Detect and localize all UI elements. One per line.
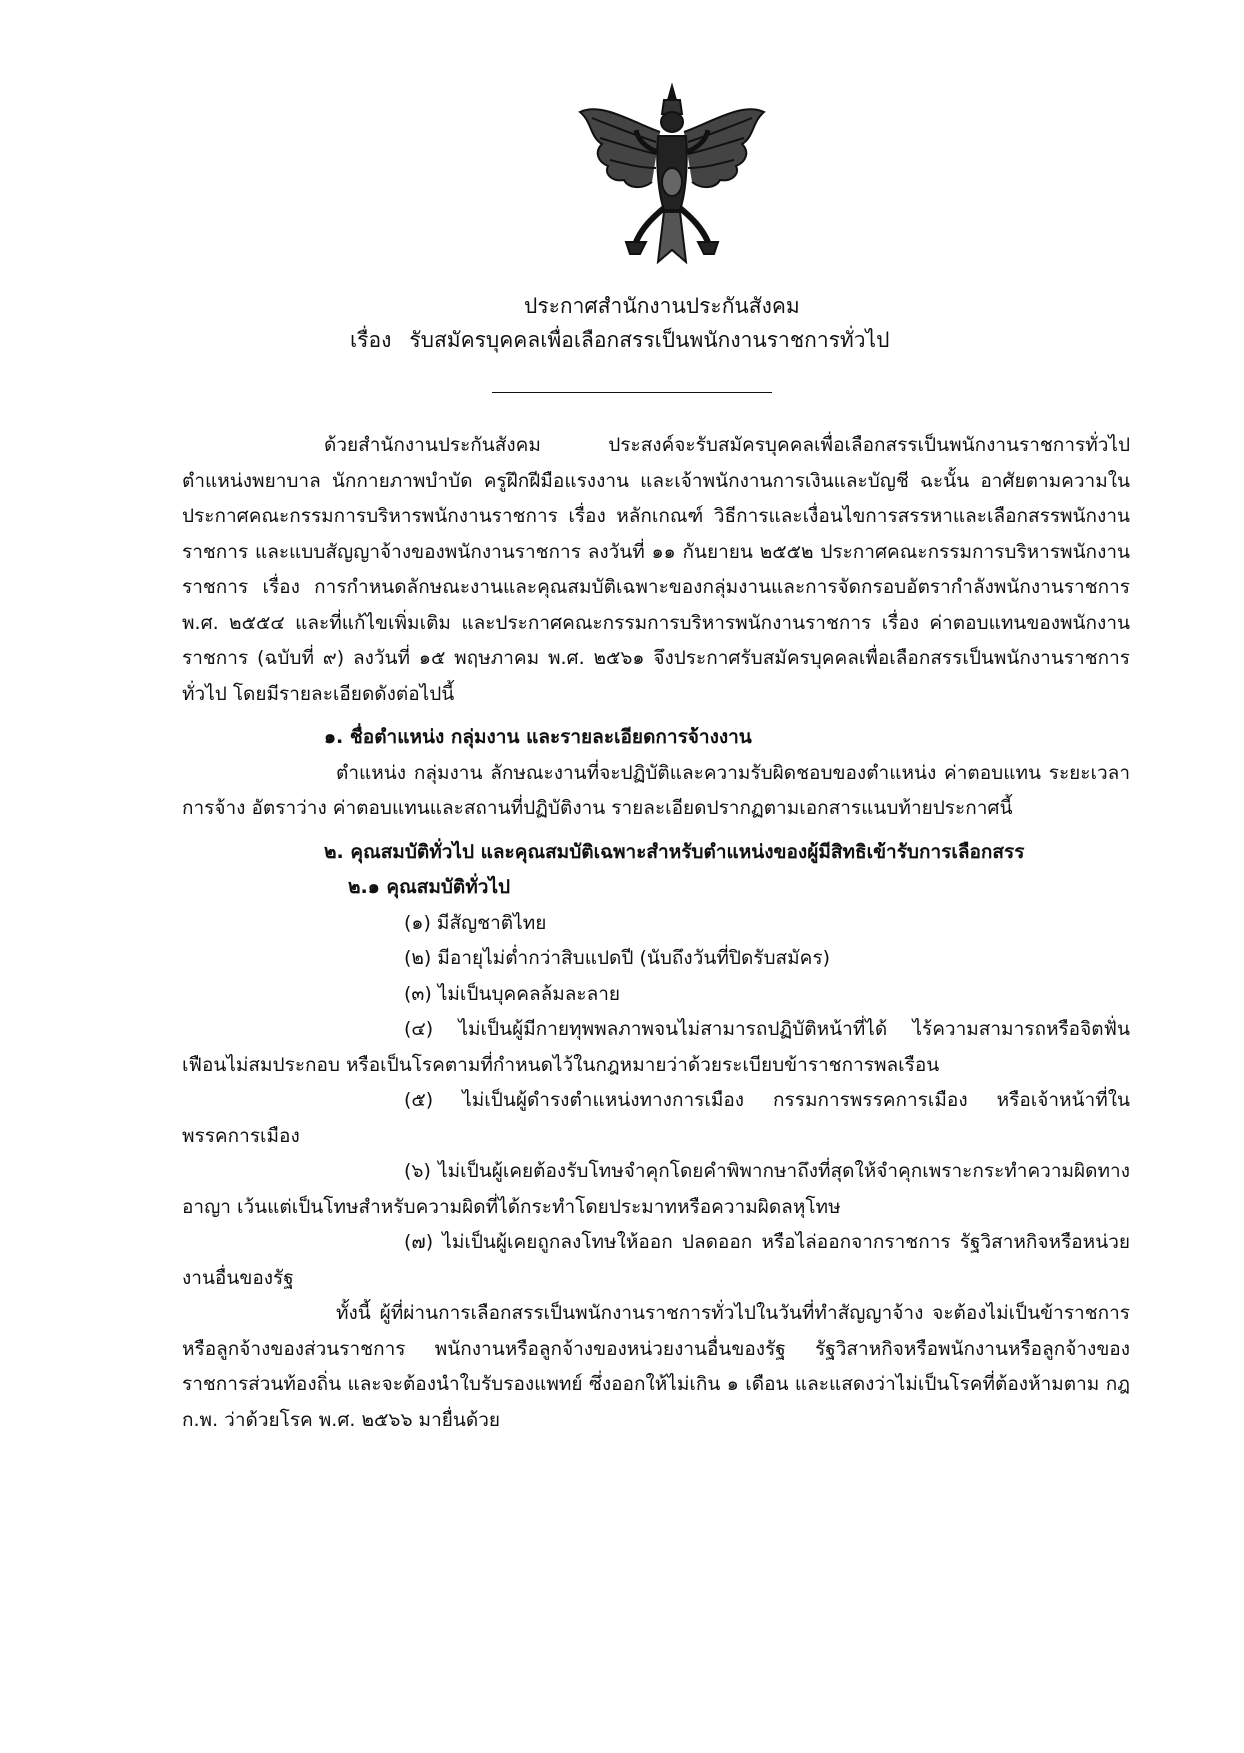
subject-text: รับสมัครบุคคลเพื่อเลือกสรรเป็นพนักงานราชการทั่วไป bbox=[409, 328, 890, 352]
qualification-item: (๔) ไม่เป็นผู้มีกายทุพพลภาพจนไม่สามารถปฏิบัติหน้าที่ได้ ไร้ความสามารถหรือจิตฟั่นเฟือนไม่สมประกอบ หรือเป็นโรคตามที่กำหนดไว้ในกฎหมายว่าด้วยระเบียบข้าราชการพลเรือน bbox=[182, 1018, 1130, 1076]
section-1-heading: ๑. ชื่อตำแหน่ง กลุ่มงาน และรายละเอียดการจ้างงาน bbox=[324, 726, 752, 748]
qualification-item: (๒) มีอายุไม่ต่ำกว่าสิบแปดปี (นับถึงวันที่ปิดรับสมัคร) bbox=[404, 947, 830, 969]
title-divider bbox=[492, 392, 772, 393]
announcement-title: ประกาศสำนักงานประกันสังคม bbox=[524, 294, 800, 318]
intro-paragraph: ด้วยสำนักงานประกันสังคม ประสงค์จะรับสมัครบุคคลเพื่อเลือกสรรเป็นพนักงานราชการทั่วไป ตำแหน่งพยาบาล นักกายภาพบำบัด ครูฝึกฝีมือแรงงาน และเจ้าพนักงานการเงินและบัญชี ฉะนั้น อาศัยตามความในประกาศคณะกรรมการบริหารพนักงานราชการ เรื่อง หลักเกณฑ์ วิธีการและเงื่อนไขการสรรหาและเลือกสรรพนักงานราชการ และแบบสัญญาจ้างของพนักงานราชการ ลงวันที่ ๑๑ กันยายน ๒๕๕๒ ประกาศคณะกรรมการบริหารพนักงานราชการ เรื่อง การกำหนดลักษณะงานและคุณสมบัติเฉพาะของกลุ่มงานและการจัดกรอบอัตรากำลังพนักงานราชการ พ.ศ. ๒๕๕๔ และที่แก้ไขเพิ่มเติม และประกาศคณะกรรมการบริหารพนักงานราชการ เรื่อง ค่าตอบแทนของพนักงานราชการ (ฉบับที่ ๙) ลงวันที่ ๑๕ พฤษภาคม พ.ศ. ๒๕๖๑ จึงประกาศรับสมัครบุคคลเพื่อเลือกสรรเป็นพนักงานราชการทั่วไป โดยมีรายละเอียดดังต่อไปนี้ bbox=[182, 434, 1130, 705]
qualification-item: (๓) ไม่เป็นบุคคลล้มละลาย bbox=[404, 982, 621, 1005]
document-body bbox=[182, 428, 1130, 1438]
section-2-1-heading: ๒.๑ คุณสมบัติทั่วไป bbox=[348, 876, 511, 898]
subject-label: เรื่อง bbox=[350, 328, 392, 352]
qualification-note: ทั้งนี้ ผู้ที่ผ่านการเลือกสรรเป็นพนักงานราชการทั่วไปในวันที่ทำสัญญาจ้าง จะต้องไม่เป็นข้าราชการหรือลูกจ้างของส่วนราชการ พนักงานหรือลูกจ้างของหน่วยงานอื่นของรัฐ รัฐวิสาหกิจหรือพนักงานหรือลูกจ้างของราชการส่วนท้องถิ่น และจะต้องนำใบรับรองแพทย์ ซึ่งออกให้ไม่เกิน ๑ เดือน และแสดงว่าไม่เป็นโรคที่ต้องห้ามตาม กฎ ก.พ. ว่าด้วยโรค พ.ศ. ๒๕๖๖ มายื่นด้วย bbox=[182, 1302, 1130, 1431]
section-2-heading: ๒. คุณสมบัติทั่วไป และคุณสมบัติเฉพาะสำหรับตำแหน่งของผู้มีสิทธิเข้ารับการเลือกสรร bbox=[324, 840, 1025, 863]
qualification-item: (๖) ไม่เป็นผู้เคยต้องรับโทษจำคุกโดยคำพิพากษาถึงที่สุดให้จำคุกเพราะกระทำความผิดทางอาญา เว้นแต่เป็นโทษสำหรับความผิดที่ได้กระทำโดยประมาทหรือความผิดลหุโทษ bbox=[182, 1160, 1130, 1218]
announcement-subject-line bbox=[350, 326, 889, 354]
qualification-item: (๑) มีสัญชาติไทย bbox=[404, 911, 547, 934]
qualification-item: (๗) ไม่เป็นผู้เคยถูกลงโทษให้ออก ปลดออก หรือไล่ออกจากราชการ รัฐวิสาหกิจหรือหน่วยงานอื่นของรัฐ bbox=[182, 1231, 1130, 1289]
qualification-item: (๕) ไม่เป็นผู้ดำรงตำแหน่งทางการเมือง กรรมการพรรคการเมือง หรือเจ้าหน้าที่ในพรรคการเมือง bbox=[182, 1089, 1130, 1147]
section-1-paragraph: ตำแหน่ง กลุ่มงาน ลักษณะงานที่จะปฏิบัติและความรับผิดชอบของตำแหน่ง ค่าตอบแทน ระยะเวลาการจ้าง อัตราว่าง ค่าตอบแทนและสถานที่ปฏิบัติงาน รายละเอียดปรากฏตามเอกสารแนบท้ายประกาศนี้ bbox=[182, 761, 1130, 819]
garuda-emblem-icon bbox=[572, 82, 772, 267]
